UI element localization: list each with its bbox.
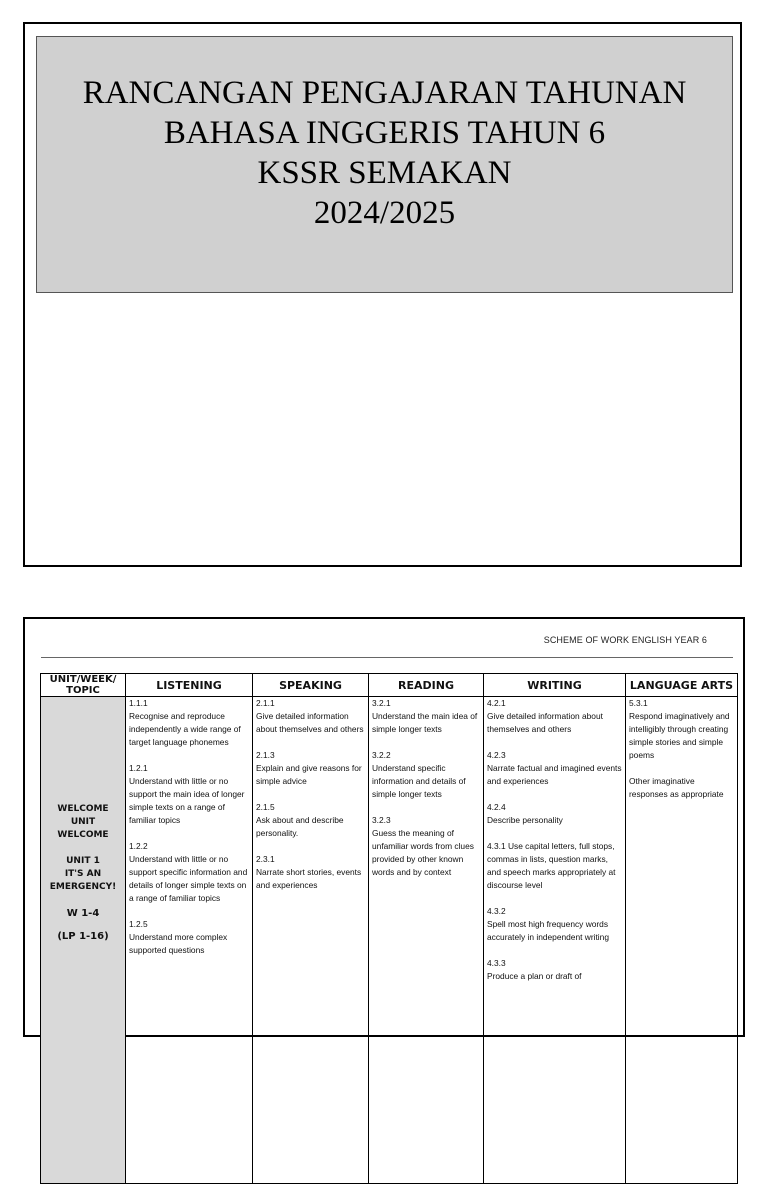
language-arts-cell: [626, 697, 738, 1184]
standard-item: [372, 749, 480, 801]
standard-code: 4.3.2: [487, 906, 506, 916]
standard-code: 1.1.1: [129, 698, 148, 708]
standard-code: 2.1.3: [256, 750, 275, 760]
standard-code: 5.3.1: [629, 698, 648, 708]
standard-text: Understand more complex supported questions: [129, 932, 228, 955]
column-header-unit: UNIT/WEEK/ TOPIC: [41, 674, 126, 697]
unit-label: UNIT: [70, 817, 96, 827]
standard-code: 4.2.3: [487, 750, 506, 760]
standard-item: [372, 814, 480, 879]
scheme-table: [40, 673, 738, 1184]
standard-code: 4.3.3: [487, 958, 506, 968]
standard-code: 1.2.5: [129, 919, 148, 929]
listening-cell: [126, 697, 253, 1184]
standard-item: [629, 697, 734, 762]
unit-label: IT'S AN: [64, 869, 102, 879]
speaking-cell: [253, 697, 369, 1184]
standard-text: 4.3.1 Use capital letters, full stops, commas in lists, question marks, and speech marks appropriately at discourse level: [487, 841, 616, 890]
writing-cell: [484, 697, 626, 1184]
standard-item: [256, 801, 365, 840]
standard-item: [256, 697, 365, 736]
standard-code: 1.2.1: [129, 763, 148, 773]
standard-item: [487, 749, 622, 788]
standard-item: [256, 853, 365, 892]
table-row: [41, 697, 738, 1184]
standard-item: [129, 918, 249, 957]
standard-text: Ask about and describe personality.: [256, 815, 344, 838]
unit-lesson-plan: (LP 1-16): [57, 931, 109, 942]
cover-title-box: [36, 36, 733, 293]
standard-text: Narrate short stories, events and experiences: [256, 867, 362, 890]
standard-text: Understand with little or no support the main idea of longer simple texts on a range of familiar topics: [129, 776, 245, 825]
standard-item: [629, 775, 734, 801]
column-header-reading: READING: [369, 674, 484, 697]
column-header-writing: WRITING: [484, 674, 626, 697]
scheme-page: [23, 617, 745, 1037]
unit-label: WELCOME: [57, 830, 109, 840]
standard-code: 3.2.1: [372, 698, 391, 708]
standard-code: 2.1.5: [256, 802, 275, 812]
standard-item: [487, 957, 622, 983]
standard-text: Guess the meaning of unfamiliar words from clues provided by other known words and by context: [372, 828, 474, 877]
scheme-header: SCHEME OF WORK ENGLISH YEAR 6: [543, 635, 707, 645]
standard-code: 1.2.2: [129, 841, 148, 851]
standard-code: 2.3.1: [256, 854, 275, 864]
standard-code: 2.1.1: [256, 698, 275, 708]
standard-text: Understand the main idea of simple longer texts: [372, 711, 478, 734]
cover-title-line-2: BAHASA INGGERIS TAHUN 6: [163, 114, 606, 151]
cover-title-line-1: RANCANGAN PENGAJARAN TAHUNAN: [82, 74, 687, 111]
standard-text: Recognise and reproduce independently a wide range of target language phonemes: [129, 711, 241, 747]
standard-item: [487, 905, 622, 944]
standard-text: Produce a plan or draft of: [487, 971, 582, 981]
standard-text: Give detailed information about themselves and others: [256, 711, 364, 734]
standard-item: [372, 697, 480, 736]
standard-code: 3.2.2: [372, 750, 391, 760]
standard-text: Spell most high frequency words accurately in independent writing: [487, 919, 609, 942]
cover-title-line-4: 2024/2025: [313, 194, 456, 231]
column-header-speaking: SPEAKING: [253, 674, 369, 697]
standard-item: [129, 762, 249, 827]
column-header-language-arts: LANGUAGE ARTS: [626, 674, 738, 697]
unit-label: WELCOME: [57, 804, 109, 814]
standard-text: Describe personality: [487, 815, 563, 825]
standard-text: Other imaginative responses as appropriate: [629, 776, 724, 799]
standard-text: Understand specific information and details of simple longer texts: [372, 763, 466, 799]
standard-item: [487, 840, 622, 892]
table-header-row: [41, 674, 738, 697]
reading-cell: [369, 697, 484, 1184]
column-header-listening: LISTENING: [126, 674, 253, 697]
cover-page: [23, 22, 742, 567]
standard-text: Understand with little or no support specific information and details of longer simple texts on a range of familiar topics: [129, 854, 248, 903]
standard-text: Explain and give reasons for simple advice: [256, 763, 362, 786]
standard-text: Respond imaginatively and intelligibly through creating simple stories and simple poems: [629, 711, 730, 760]
standard-item: [256, 749, 365, 788]
header-divider: [41, 657, 733, 658]
standard-text: Give detailed information about themselves and others: [487, 711, 603, 734]
standard-item: [487, 697, 622, 736]
standard-text: Narrate factual and imagined events and experiences: [487, 763, 622, 786]
standard-item: [129, 697, 249, 749]
standard-item: [129, 840, 249, 905]
standard-code: 4.2.1: [487, 698, 506, 708]
unit-label: UNIT 1: [66, 856, 100, 866]
cover-title-line-3: KSSR SEMAKAN: [257, 154, 512, 191]
standard-code: 4.2.4: [487, 802, 506, 812]
unit-cell: [41, 697, 126, 1184]
standard-item: [487, 801, 622, 827]
standard-code: 3.2.3: [372, 815, 391, 825]
unit-week: W 1-4: [66, 908, 100, 919]
unit-label: EMERGENCY!: [49, 882, 117, 892]
